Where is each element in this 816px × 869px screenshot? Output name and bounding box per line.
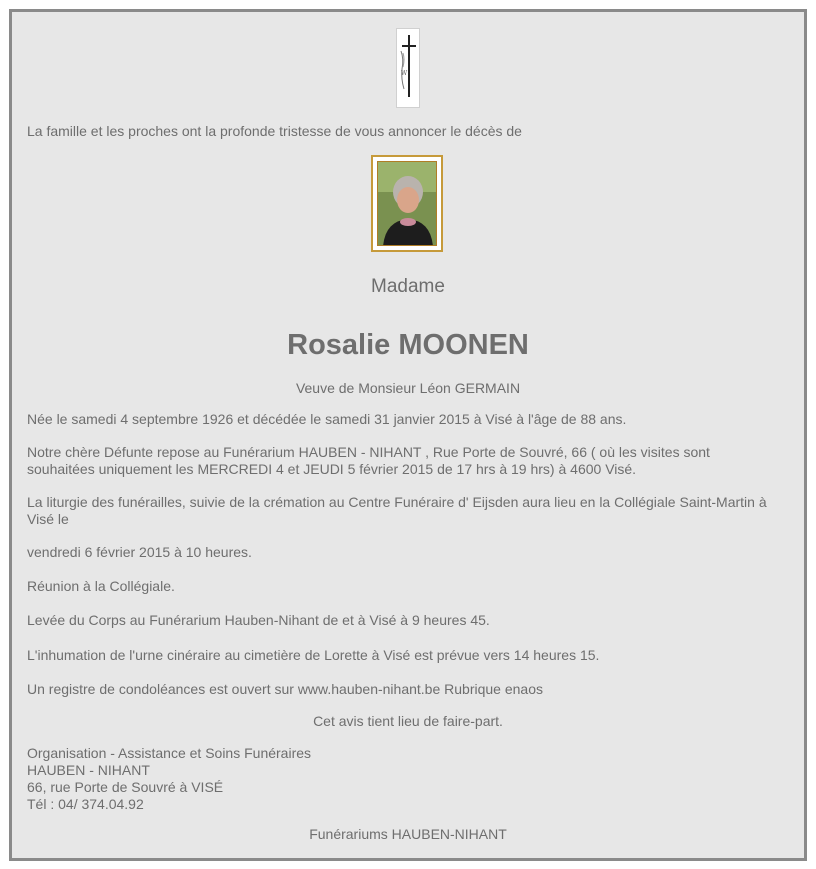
levee-text: Levée du Corps au Funérarium Hauben-Nihant de et à Visé à 9 heures 45.: [27, 612, 490, 628]
spouse-line: Veuve de Monsieur Léon GERMAIN: [295, 380, 521, 396]
repose-text: Notre chère Défunte repose au Funérarium HAUBEN - NIHANT , Rue Porte de Souvré, 66 ( où les visites sont souhaitées uniquement les MERCREDI 4 et JEUDI 5 février 2015 de 17 hrs à 19 hrs) à 4600 Visé.: [27, 444, 710, 477]
organisation-line: 66, rue Porte de Souvré à VISÉ: [27, 779, 224, 795]
organisation-phone: Tél : 04/ 374.04.92: [27, 796, 144, 812]
portrait-photo: [371, 155, 443, 252]
honorific: Madame: [371, 276, 445, 297]
inhumation-text: L'inhumation de l'urne cinéraire au cimetière de Lorette à Visé est prévue vers 14 heures 15.: [27, 647, 600, 663]
registry-text: Un registre de condoléances est ouvert sur www.hauben-nihant.be Rubrique enaos: [27, 681, 543, 697]
birth-death-text: Née le samedi 4 septembre 1926 et décédée le samedi 31 janvier 2015 à Visé à l'âge de 88 ans.: [27, 411, 627, 427]
deceased-name: Rosalie MOONEN: [287, 329, 529, 361]
organisation-block: [27, 745, 311, 813]
notice-text: Cet avis tient lieu de faire-part.: [313, 713, 503, 729]
liturgy-text: La liturgie des funérailles, suivie de la crémation au Centre Funéraire d' Eijsden aura lieu en la Collégiale Saint-Martin à Visé le: [27, 494, 767, 527]
funeral-date: vendredi 6 février 2015 à 10 heures.: [27, 544, 252, 560]
organisation-line: HAUBEN - NIHANT: [27, 762, 150, 778]
obituary-frame: [9, 9, 807, 861]
intro-text: La famille et les proches ont la profonde tristesse de vous annoncer le décès de: [27, 123, 522, 139]
meeting-text: Réunion à la Collégiale.: [27, 578, 175, 594]
svg-text:W: W: [401, 70, 408, 77]
cross-icon: [396, 28, 420, 108]
organisation-line: Organisation - Assistance et Soins Funéraires: [27, 745, 312, 761]
footer-text: Funérariums HAUBEN-NIHANT: [309, 826, 507, 842]
